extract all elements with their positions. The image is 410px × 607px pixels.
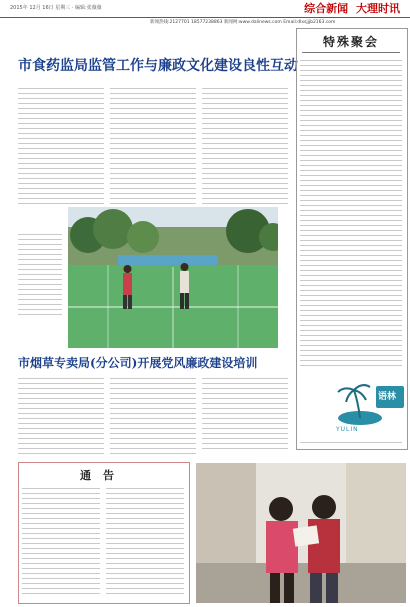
side-column-title: 特殊聚会 <box>322 35 379 49</box>
article2-col-3 <box>202 376 288 450</box>
article-col-3 <box>202 86 288 204</box>
article2-col-1 <box>18 376 104 454</box>
notice-col-2 <box>106 486 184 596</box>
side-column-text-1 <box>300 58 402 370</box>
contact-strip <box>0 18 410 28</box>
publication-name <box>304 0 400 16</box>
side-column-text-2 <box>300 440 402 446</box>
pub-brand: 大理时讯 <box>356 2 400 15</box>
photo-badminton-court <box>68 207 278 348</box>
article-col-1 <box>18 86 104 204</box>
contact-line: 新闻热线:2127701 18577238863 新闻网:www.dalinews.com Email:dlxsjjjb2163.com <box>150 20 336 25</box>
photo-two-people-reading <box>196 463 406 603</box>
article2-col-2 <box>110 376 196 454</box>
notice-title: 通告 <box>80 469 126 482</box>
logo-primary-text: 语林 <box>378 392 397 402</box>
notice-col-1 <box>22 486 100 596</box>
side-title-rule <box>302 52 400 53</box>
main-photo <box>68 207 278 348</box>
second-headline: 市烟草专卖局(分公司)开展党风廉政建设培训 <box>18 356 258 370</box>
pub-prefix: 综合新闻 <box>304 2 349 15</box>
bottom-photo <box>196 463 406 603</box>
photo-caption <box>18 232 62 316</box>
logo-secondary-text: YULIN <box>336 426 359 433</box>
masthead <box>0 0 410 18</box>
yulin-logo <box>330 378 406 436</box>
article-col-2 <box>110 86 196 204</box>
date-line: 2015年 12月 16日 星期三 · 编辑:张薇薇 <box>10 5 102 11</box>
main-headline: 市食药监局监管工作与廉政文化建设良性互动 <box>18 58 298 74</box>
